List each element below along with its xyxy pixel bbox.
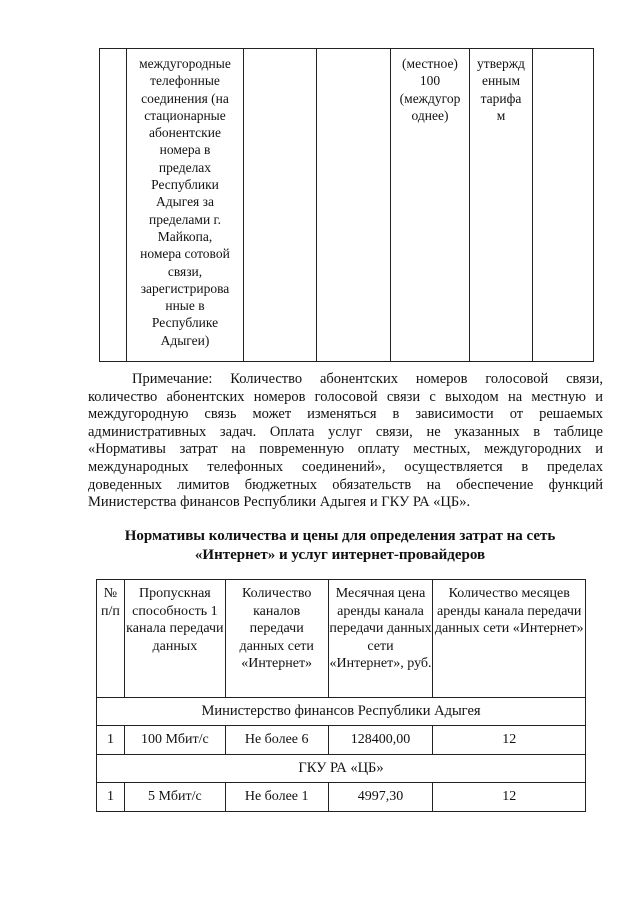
table-cell-service <box>127 49 244 362</box>
table-cell-empty <box>317 49 391 362</box>
quantity-line: 100 <box>419 73 441 89</box>
cell-bandwidth: 100 Мбит/с <box>124 726 225 755</box>
tariff-line: енным <box>481 73 521 89</box>
service-line: Республике <box>151 315 219 331</box>
service-line: стационарные <box>144 107 226 123</box>
cell-channels: Не более 6 <box>225 726 328 755</box>
service-line: междугородные <box>139 56 231 71</box>
tariff-line: м <box>496 107 506 123</box>
table-cell-tariff <box>470 49 533 362</box>
table-group-row <box>97 698 586 726</box>
cell-months: 12 <box>433 783 586 812</box>
service-line: номера в <box>159 142 211 158</box>
service-line: Республики <box>151 177 219 193</box>
quantity-line: (местное) <box>402 56 458 71</box>
table-cell-quantity <box>391 49 470 362</box>
service-line: пределами г. <box>149 211 221 227</box>
table-cell-empty <box>533 49 594 362</box>
service-line: связи, <box>167 263 203 279</box>
cell-bandwidth: 5 Мбит/с <box>124 783 225 812</box>
service-line: нные в <box>165 298 205 314</box>
table-cell-number <box>100 49 127 362</box>
header-bandwidth: Пропускная способность 1 канала передачи данных <box>124 580 225 698</box>
table-group-row <box>97 755 586 783</box>
table-row <box>97 783 586 812</box>
cell-price: 128400,00 <box>328 726 433 755</box>
service-line: абонентские <box>149 125 221 141</box>
header-number: № п/п <box>97 580 125 698</box>
quantity-line: (междугор <box>399 90 461 106</box>
quantity-line: однее) <box>411 107 449 123</box>
cell-number: 1 <box>97 726 125 755</box>
table-header-row <box>97 580 586 698</box>
header-months: Количество месяцев аренды канала передачи данных сети «Интернет» <box>433 580 586 698</box>
header-monthly-price: Месячная цена аренды канала передачи данных сети «Интернет», руб. <box>328 580 433 698</box>
service-line: Майкопа, <box>157 228 213 244</box>
note-paragraph: Примечание: Количество абонентских номеров голосовой связи, количество абонентских номеров голосовой связи с выходом на местную и междугородную связь может изменяться в зависимости от решаемых административных задач. Оплата услуг связи, не указанных в таблице «Нормативы затрат на повременную оплату местных, междугородних и международных телефонных соединений», осуществляется в пределах доведенных лимитов бюджетных обязательств на обеспечение функций Министерства финансов Республики Адыгея и ГКУ РА «ЦБ». <box>88 371 603 511</box>
section-heading-line: Нормативы количества и цены для определения затрат на сеть <box>124 528 556 544</box>
table-row <box>97 726 586 755</box>
cell-price: 4997,30 <box>328 783 433 812</box>
telephone-norms-table-continued <box>99 48 594 362</box>
section-heading <box>100 527 580 565</box>
tariff-line: утвержд <box>477 56 525 71</box>
header-channels: Количество каналов передачи данных сети «Интернет» <box>225 580 328 698</box>
section-heading-line: «Интернет» и услуг интернет-провайдеров <box>194 547 486 563</box>
table-cell-empty <box>244 49 317 362</box>
service-line: зарегистрирова <box>140 280 230 296</box>
cell-number: 1 <box>97 783 125 812</box>
service-line: телефонные <box>150 73 220 89</box>
service-line: соединения (на <box>141 90 229 106</box>
service-line: Адыгеи) <box>160 332 210 348</box>
group-title: ГКУ РА «ЦБ» <box>97 755 586 783</box>
internet-norms-table <box>96 579 586 812</box>
service-line: пределах <box>158 159 212 175</box>
service-line: Адыгея за <box>156 194 214 210</box>
group-title: Министерство финансов Республики Адыгея <box>97 698 586 726</box>
table-row <box>100 49 594 362</box>
cell-channels: Не более 1 <box>225 783 328 812</box>
cell-months: 12 <box>433 726 586 755</box>
tariff-line: тарифа <box>480 90 522 106</box>
service-line: номера сотовой <box>140 246 230 262</box>
